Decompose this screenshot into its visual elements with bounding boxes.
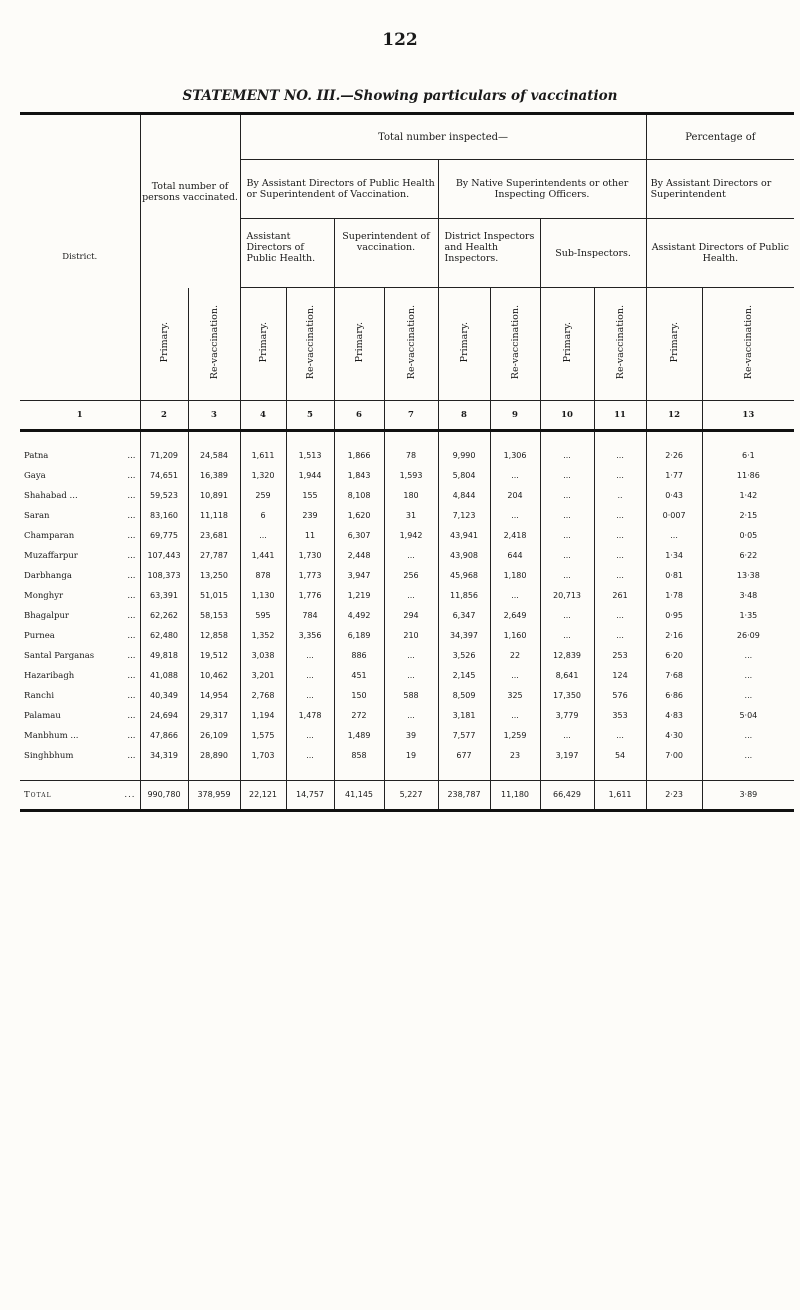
table-cell: 155 <box>286 486 334 506</box>
table-cell: 3,181 <box>438 706 490 726</box>
table-row <box>20 626 794 646</box>
table-cell: 784 <box>286 606 334 626</box>
table-cell: 26·09 <box>736 631 760 640</box>
table-cell: 7,123 <box>438 506 490 526</box>
by-assistant-pct-header: By Assistant Directors or Superintendent <box>646 160 794 219</box>
total-cell: 41,145 <box>334 780 384 810</box>
table-cell: ... <box>540 466 594 486</box>
table-cell: 256 <box>384 566 438 586</box>
table-cell: 1,160 <box>490 626 540 646</box>
table-cell: 858 <box>334 746 384 766</box>
table-cell: 39 <box>384 726 438 746</box>
vaccination-table <box>20 112 794 812</box>
table-cell: ... <box>540 726 594 746</box>
table-row <box>20 646 794 666</box>
table-cell: 7·00 <box>646 746 702 766</box>
table-cell: 3,779 <box>540 706 594 726</box>
table-cell: 180 <box>384 486 438 506</box>
table-cell: ... <box>490 586 540 606</box>
district-name: Shahabad ... ... <box>24 490 136 501</box>
table-cell: ... <box>490 666 540 686</box>
table-cell: ... <box>540 626 594 646</box>
table-cell: 34,319 <box>140 746 188 766</box>
table-cell: 6,347 <box>438 606 490 626</box>
col-revacc-3: Re-vaccination. <box>188 288 240 401</box>
table-cell: 1·42 <box>739 491 758 500</box>
table-cell: 10,462 <box>188 666 240 686</box>
colnum-10: 10 <box>540 400 594 430</box>
colnum-13: 13 <box>742 409 755 420</box>
col-revacc-13: Re-vaccination. <box>702 288 794 401</box>
table-cell: ... <box>540 546 594 566</box>
total-cell: 5,227 <box>384 780 438 810</box>
table-cell: 124 <box>594 666 646 686</box>
table-cell: 14,954 <box>188 686 240 706</box>
statement-title: STATEMENT NO. III.—Showing particulars of vaccination <box>182 88 618 104</box>
table-cell: 259 <box>240 486 286 506</box>
table-cell: 644 <box>490 546 540 566</box>
table-cell: 24,694 <box>140 706 188 726</box>
table-cell: 451 <box>334 666 384 686</box>
table-cell: 261 <box>594 586 646 606</box>
table-cell: 12,839 <box>540 646 594 666</box>
district-name: Patna ... <box>24 450 136 461</box>
table-cell: 5·04 <box>739 711 758 720</box>
table-cell: 31 <box>384 506 438 526</box>
total-cell: 3·89 <box>702 780 794 810</box>
table-cell: 28,890 <box>188 746 240 766</box>
table-cell: 1,611 <box>240 446 286 466</box>
table-cell: 54 <box>594 746 646 766</box>
table-cell: ... <box>594 566 646 586</box>
asst-directors-header: Assistant Directors of Public Health. <box>240 219 334 288</box>
table-cell: 204 <box>490 486 540 506</box>
table-cell: 1,575 <box>240 726 286 746</box>
table-cell: ... <box>286 666 334 686</box>
table-row <box>20 486 794 506</box>
table-cell: ... <box>540 446 594 466</box>
table-row <box>20 586 794 606</box>
table-row <box>20 566 794 586</box>
table-cell: 45,968 <box>438 566 490 586</box>
table-cell: 23,681 <box>188 526 240 546</box>
table-cell: 3,947 <box>334 566 384 586</box>
table-cell: 62,480 <box>140 626 188 646</box>
table-cell: 43,941 <box>438 526 490 546</box>
table-cell: 19 <box>384 746 438 766</box>
table-cell: 2·15 <box>739 511 758 520</box>
table-cell: ... <box>594 626 646 646</box>
table-cell: 878 <box>240 566 286 586</box>
table-cell: ... <box>594 466 646 486</box>
col-primary-2: Primary. <box>140 288 188 401</box>
table-cell: 0·81 <box>646 566 702 586</box>
table-cell: 16,389 <box>188 466 240 486</box>
table-cell: 1,730 <box>286 546 334 566</box>
table-cell: 1,703 <box>240 746 286 766</box>
total-inspected-header: Total number inspected— <box>240 114 646 160</box>
table-cell: ... <box>384 666 438 686</box>
total-cell: 2·23 <box>646 780 702 810</box>
table-cell: 1,776 <box>286 586 334 606</box>
table-cell: 1·34 <box>646 546 702 566</box>
table-cell: 210 <box>384 626 438 646</box>
table-cell: 11 <box>286 526 334 546</box>
table-cell: 1,773 <box>286 566 334 586</box>
colnum-2: 2 <box>140 400 188 430</box>
table-cell: 23 <box>490 746 540 766</box>
table-row <box>20 446 794 466</box>
col-primary-8: Primary. <box>438 288 490 401</box>
table-row <box>20 506 794 526</box>
table-row <box>20 686 794 706</box>
table-cell: 11,118 <box>188 506 240 526</box>
district-inspectors-header: District Inspectors and Health Inspectors. <box>438 219 540 288</box>
col-primary-12: Primary. <box>646 288 702 401</box>
district-header: District. <box>20 114 140 401</box>
table-cell: ... <box>384 546 438 566</box>
colnum-11: 11 <box>594 400 646 430</box>
table-cell: 239 <box>286 506 334 526</box>
table-cell: ... <box>490 466 540 486</box>
district-name: Singhbhum ... <box>24 750 136 761</box>
table-cell: 588 <box>384 686 438 706</box>
table-cell: 4·83 <box>646 706 702 726</box>
table-cell: ... <box>594 606 646 626</box>
table-cell: 24,584 <box>188 446 240 466</box>
table-cell: 11,856 <box>438 586 490 606</box>
table-cell: 17,350 <box>540 686 594 706</box>
table-cell: ... <box>744 671 753 680</box>
table-cell: 2,448 <box>334 546 384 566</box>
table-cell: 1·78 <box>646 586 702 606</box>
table-cell: 1·35 <box>739 611 758 620</box>
district-name: Muzaffarpur ... <box>24 550 136 561</box>
table-cell: 4,844 <box>438 486 490 506</box>
table-row <box>20 526 794 546</box>
total-cell: 11,180 <box>490 780 540 810</box>
col-primary-4: Primary. <box>240 288 286 401</box>
table-cell: 3,201 <box>240 666 286 686</box>
table-cell: 1,942 <box>384 526 438 546</box>
table-cell: 1,843 <box>334 466 384 486</box>
table-cell: 13·38 <box>736 571 760 580</box>
table-cell: ... <box>594 526 646 546</box>
table-cell: 6·86 <box>646 686 702 706</box>
table-cell: 71,209 <box>140 446 188 466</box>
table-cell: 74,651 <box>140 466 188 486</box>
table-cell: 7,577 <box>438 726 490 746</box>
table-cell: 253 <box>594 646 646 666</box>
table-cell: 78 <box>384 446 438 466</box>
table-cell: 41,088 <box>140 666 188 686</box>
table-cell: 22 <box>490 646 540 666</box>
table-cell: ... <box>540 506 594 526</box>
by-assistant-header: By Assistant Directors of Public Health or Superintendent of Vaccination. <box>240 160 438 219</box>
table-cell: ... <box>594 726 646 746</box>
table-cell: 0·007 <box>646 506 702 526</box>
table-cell: 49,818 <box>140 646 188 666</box>
table-cell: 1,352 <box>240 626 286 646</box>
table-cell: 6·22 <box>739 551 758 560</box>
table-cell: 40,349 <box>140 686 188 706</box>
table-cell: 34,397 <box>438 626 490 646</box>
table-cell: ... <box>540 486 594 506</box>
percentage-header: Percentage of <box>646 114 794 160</box>
table-cell: ... <box>384 586 438 606</box>
table-cell: ... <box>286 726 334 746</box>
col-revacc-7: Re-vaccination. <box>384 288 438 401</box>
table-cell: 108,373 <box>140 566 188 586</box>
table-cell: 3,197 <box>540 746 594 766</box>
table-cell: 26,109 <box>188 726 240 746</box>
table-row <box>20 666 794 686</box>
table-cell: ... <box>594 446 646 466</box>
table-cell: 1,259 <box>490 726 540 746</box>
table-cell: 1,593 <box>384 466 438 486</box>
district-name: Saran ... <box>24 510 136 521</box>
table-cell: 1,130 <box>240 586 286 606</box>
page-number: 122 <box>382 30 418 50</box>
sub-inspectors-header: Sub-Inspectors. <box>540 219 646 288</box>
table-cell: 294 <box>384 606 438 626</box>
table-cell: 29,317 <box>188 706 240 726</box>
colnum-3: 3 <box>188 400 240 430</box>
table-cell: 353 <box>594 706 646 726</box>
table-row <box>20 546 794 566</box>
colnum-12: 12 <box>646 400 702 430</box>
col-primary-10: Primary. <box>540 288 594 401</box>
total-label: Total ... <box>20 780 140 810</box>
table-cell: ... <box>286 746 334 766</box>
district-name: Santal Parganas ... <box>24 650 136 661</box>
colnum-7: 7 <box>384 400 438 430</box>
district-name: Manbhum ... ... <box>24 730 136 741</box>
total-cell: 378,959 <box>188 780 240 810</box>
district-name: Bhagalpur ... <box>24 610 136 621</box>
total-cell: 22,121 <box>240 780 286 810</box>
table-cell: ... <box>744 731 753 740</box>
table-cell: 8,509 <box>438 686 490 706</box>
col-revacc-11: Re-vaccination. <box>594 288 646 401</box>
table-cell: ... <box>286 646 334 666</box>
superintendent-header: Superintendent of vaccination. <box>334 219 438 288</box>
colnum-1: 1 <box>76 409 83 420</box>
table-cell: 59,523 <box>140 486 188 506</box>
table-cell: 8,641 <box>540 666 594 686</box>
table-cell: 47,866 <box>140 726 188 746</box>
table-cell: ... <box>744 751 753 760</box>
table-cell: 10,891 <box>188 486 240 506</box>
table-cell: 43,908 <box>438 546 490 566</box>
table-cell: 2·26 <box>646 446 702 466</box>
table-cell: 886 <box>334 646 384 666</box>
table-row <box>20 466 794 486</box>
table-cell: ... <box>646 526 702 546</box>
table-cell: 3,356 <box>286 626 334 646</box>
table-cell: 0·43 <box>646 486 702 506</box>
total-cell: 1,611 <box>594 780 646 810</box>
district-name: Darbhanga ... <box>24 570 136 581</box>
table-cell: 62,262 <box>140 606 188 626</box>
table-cell: 1,944 <box>286 466 334 486</box>
table-cell: ... <box>384 706 438 726</box>
table-cell: 1,180 <box>490 566 540 586</box>
table-cell: 11·86 <box>736 471 760 480</box>
table-cell: 1,866 <box>334 446 384 466</box>
table-cell: 1·77 <box>646 466 702 486</box>
table-cell: ... <box>744 651 753 660</box>
table-cell: 1,194 <box>240 706 286 726</box>
colnum-8: 8 <box>438 400 490 430</box>
district-name: Ranchi ... <box>24 690 136 701</box>
by-native-header: By Native Superintendents or other Inspecting Officers. <box>438 160 646 219</box>
table-cell: 2,768 <box>240 686 286 706</box>
table-cell: 63,391 <box>140 586 188 606</box>
table-cell: 51,015 <box>188 586 240 606</box>
col-revacc-9: Re-vaccination. <box>490 288 540 401</box>
table-cell: 1,320 <box>240 466 286 486</box>
total-cell: 238,787 <box>438 780 490 810</box>
colnum-4: 4 <box>240 400 286 430</box>
table-cell: 107,443 <box>140 546 188 566</box>
table-cell: 3,526 <box>438 646 490 666</box>
table-cell: 677 <box>438 746 490 766</box>
table-cell: 2,418 <box>490 526 540 546</box>
total-cell: 66,429 <box>540 780 594 810</box>
col-revacc-5: Re-vaccination. <box>286 288 334 401</box>
colnum-6: 6 <box>334 400 384 430</box>
table-cell: 6,307 <box>334 526 384 546</box>
table-cell: 1,306 <box>490 446 540 466</box>
table-cell: 595 <box>240 606 286 626</box>
table-cell: 2·16 <box>646 626 702 646</box>
table-row <box>20 746 794 766</box>
table-cell: 4,492 <box>334 606 384 626</box>
table-cell: 576 <box>594 686 646 706</box>
table-cell: ... <box>286 686 334 706</box>
total-row <box>20 780 794 810</box>
table-cell: 1,620 <box>334 506 384 526</box>
table-cell: 0·05 <box>739 531 758 540</box>
table-row <box>20 706 794 726</box>
table-cell: 6,189 <box>334 626 384 646</box>
table-cell: 13,250 <box>188 566 240 586</box>
table-cell: ... <box>540 606 594 626</box>
table-cell: 20,713 <box>540 586 594 606</box>
asst-directors-pct-header: Assistant Directors of Public Health. <box>646 219 794 288</box>
total-vaccinated-header: Total number of persons vaccinated. <box>140 114 240 288</box>
district-name: Hazaribagh ... <box>24 670 136 681</box>
table-cell: ... <box>744 691 753 700</box>
table-cell: 7·68 <box>646 666 702 686</box>
table-cell: 12,858 <box>188 626 240 646</box>
district-name: Palamau ... <box>24 710 136 721</box>
table-cell: 3,038 <box>240 646 286 666</box>
table-cell: 150 <box>334 686 384 706</box>
table-cell: ... <box>490 506 540 526</box>
table-cell: 4·30 <box>646 726 702 746</box>
table-cell: 1,489 <box>334 726 384 746</box>
district-name: Monghyr ... <box>24 590 136 601</box>
table-cell: 3·48 <box>739 591 758 600</box>
table-cell: ... <box>490 706 540 726</box>
table-cell: 6 <box>240 506 286 526</box>
table-cell: 83,160 <box>140 506 188 526</box>
table-cell: ... <box>240 526 286 546</box>
table-cell: 1,441 <box>240 546 286 566</box>
table-cell: ... <box>594 546 646 566</box>
table-cell: .. <box>594 486 646 506</box>
table-cell: ... <box>540 526 594 546</box>
colnum-9: 9 <box>490 400 540 430</box>
table-cell: 1,219 <box>334 586 384 606</box>
table-cell: 0·95 <box>646 606 702 626</box>
table-cell: 1,513 <box>286 446 334 466</box>
table-row <box>20 606 794 626</box>
table-cell: 2,649 <box>490 606 540 626</box>
table-cell: ... <box>384 646 438 666</box>
table-cell: 2,145 <box>438 666 490 686</box>
table-cell: 58,153 <box>188 606 240 626</box>
table-cell: 325 <box>490 686 540 706</box>
table-cell: 19,512 <box>188 646 240 666</box>
table-row <box>20 726 794 746</box>
total-cell: 990,780 <box>140 780 188 810</box>
table-cell: 27,787 <box>188 546 240 566</box>
colnum-5: 5 <box>286 400 334 430</box>
table-cell: 6·20 <box>646 646 702 666</box>
district-name: Gaya ... <box>24 470 136 481</box>
table-cell: 6·1 <box>741 451 755 460</box>
table-cell: 69,775 <box>140 526 188 546</box>
table-cell: 8,108 <box>334 486 384 506</box>
table-cell: 1,478 <box>286 706 334 726</box>
col-primary-6: Primary. <box>334 288 384 401</box>
district-name: Purnea ... <box>24 630 136 641</box>
table-cell: 9,990 <box>438 446 490 466</box>
table-cell: ... <box>594 506 646 526</box>
total-cell: 14,757 <box>286 780 334 810</box>
table-cell: 272 <box>334 706 384 726</box>
district-name: Champaran ... <box>24 530 136 541</box>
table-cell: ... <box>540 566 594 586</box>
table-cell: 5,804 <box>438 466 490 486</box>
